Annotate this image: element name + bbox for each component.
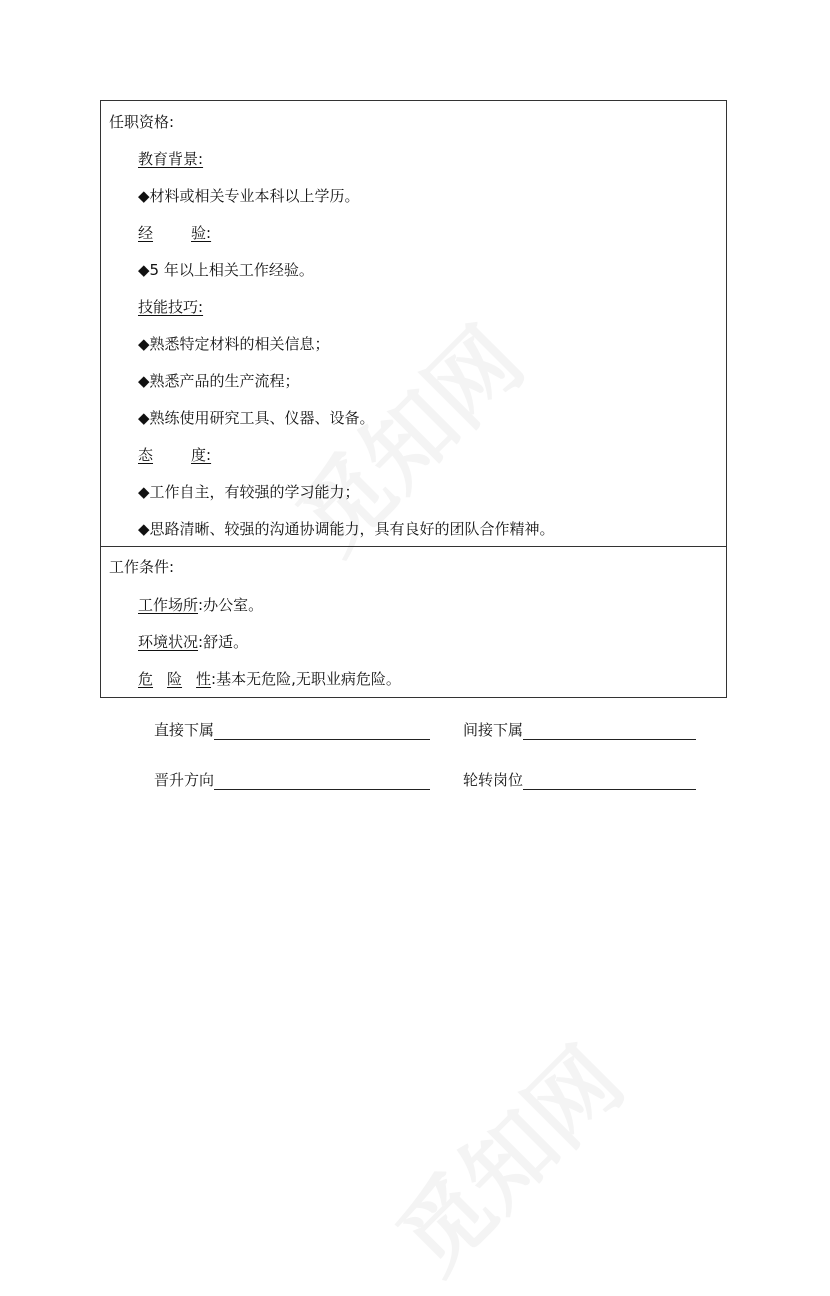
environment-label: 环境状况	[138, 633, 199, 651]
risk-value: :基本无危险,无职业病危险。	[211, 670, 401, 688]
risk-label-b: 险	[167, 670, 183, 688]
qualifications-section	[100, 100, 727, 547]
promotion-path-row	[154, 770, 430, 790]
promotion-path-field[interactable]	[214, 771, 430, 790]
conditions-title: 工作条件:	[109, 558, 175, 576]
education-label: 教育背景:	[138, 150, 204, 168]
experience-label	[138, 223, 211, 243]
direct-subordinate-field[interactable]	[214, 721, 430, 740]
environment-value: :舒适。	[198, 633, 249, 651]
skills-label: 技能技巧:	[138, 298, 204, 316]
attitude-label	[138, 445, 211, 465]
rotation-position-row	[463, 770, 696, 790]
indirect-subordinate-field[interactable]	[523, 721, 696, 740]
experience-label-b: 验:	[191, 224, 212, 242]
direct-subordinate-label: 直接下属	[154, 721, 215, 739]
watermark-bottom	[364, 1014, 647, 1296]
promotion-path-label: 晋升方向	[154, 771, 215, 789]
environment-row	[138, 632, 248, 652]
risk-label-c: 性	[196, 670, 212, 688]
education-item: ◆材料或相关专业本科以上学历。	[138, 187, 360, 205]
attitude-item: ◆思路清晰、较强的沟通协调能力，具有良好的团队合作精神。	[138, 520, 555, 538]
risk-label	[138, 670, 211, 688]
experience-item: ◆5 年以上相关工作经验。	[138, 261, 314, 279]
direct-subordinate-row	[154, 720, 430, 740]
place-row	[138, 595, 263, 615]
skills-item: ◆熟练使用研究工具、仪器、设备。	[138, 409, 375, 427]
attitude-label-b: 度:	[191, 446, 212, 464]
indirect-subordinate-row	[463, 720, 696, 740]
conditions-section	[100, 546, 727, 698]
indirect-subordinate-label: 间接下属	[463, 721, 524, 739]
rotation-position-label: 轮转岗位	[463, 771, 524, 789]
attitude-label-a: 态	[138, 446, 154, 464]
risk-label-a: 危	[138, 670, 154, 688]
risk-row	[138, 669, 401, 689]
experience-label-a: 经	[138, 224, 154, 242]
attitude-item: ◆工作自主，有较强的学习能力；	[138, 483, 360, 501]
qualifications-title: 任职资格:	[109, 113, 175, 131]
skills-item: ◆熟悉特定材料的相关信息；	[138, 335, 330, 353]
place-label: 工作场所	[138, 596, 199, 614]
rotation-position-field[interactable]	[523, 771, 696, 790]
skills-item: ◆熟悉产品的生产流程；	[138, 372, 300, 390]
place-value: :办公室。	[198, 596, 264, 614]
